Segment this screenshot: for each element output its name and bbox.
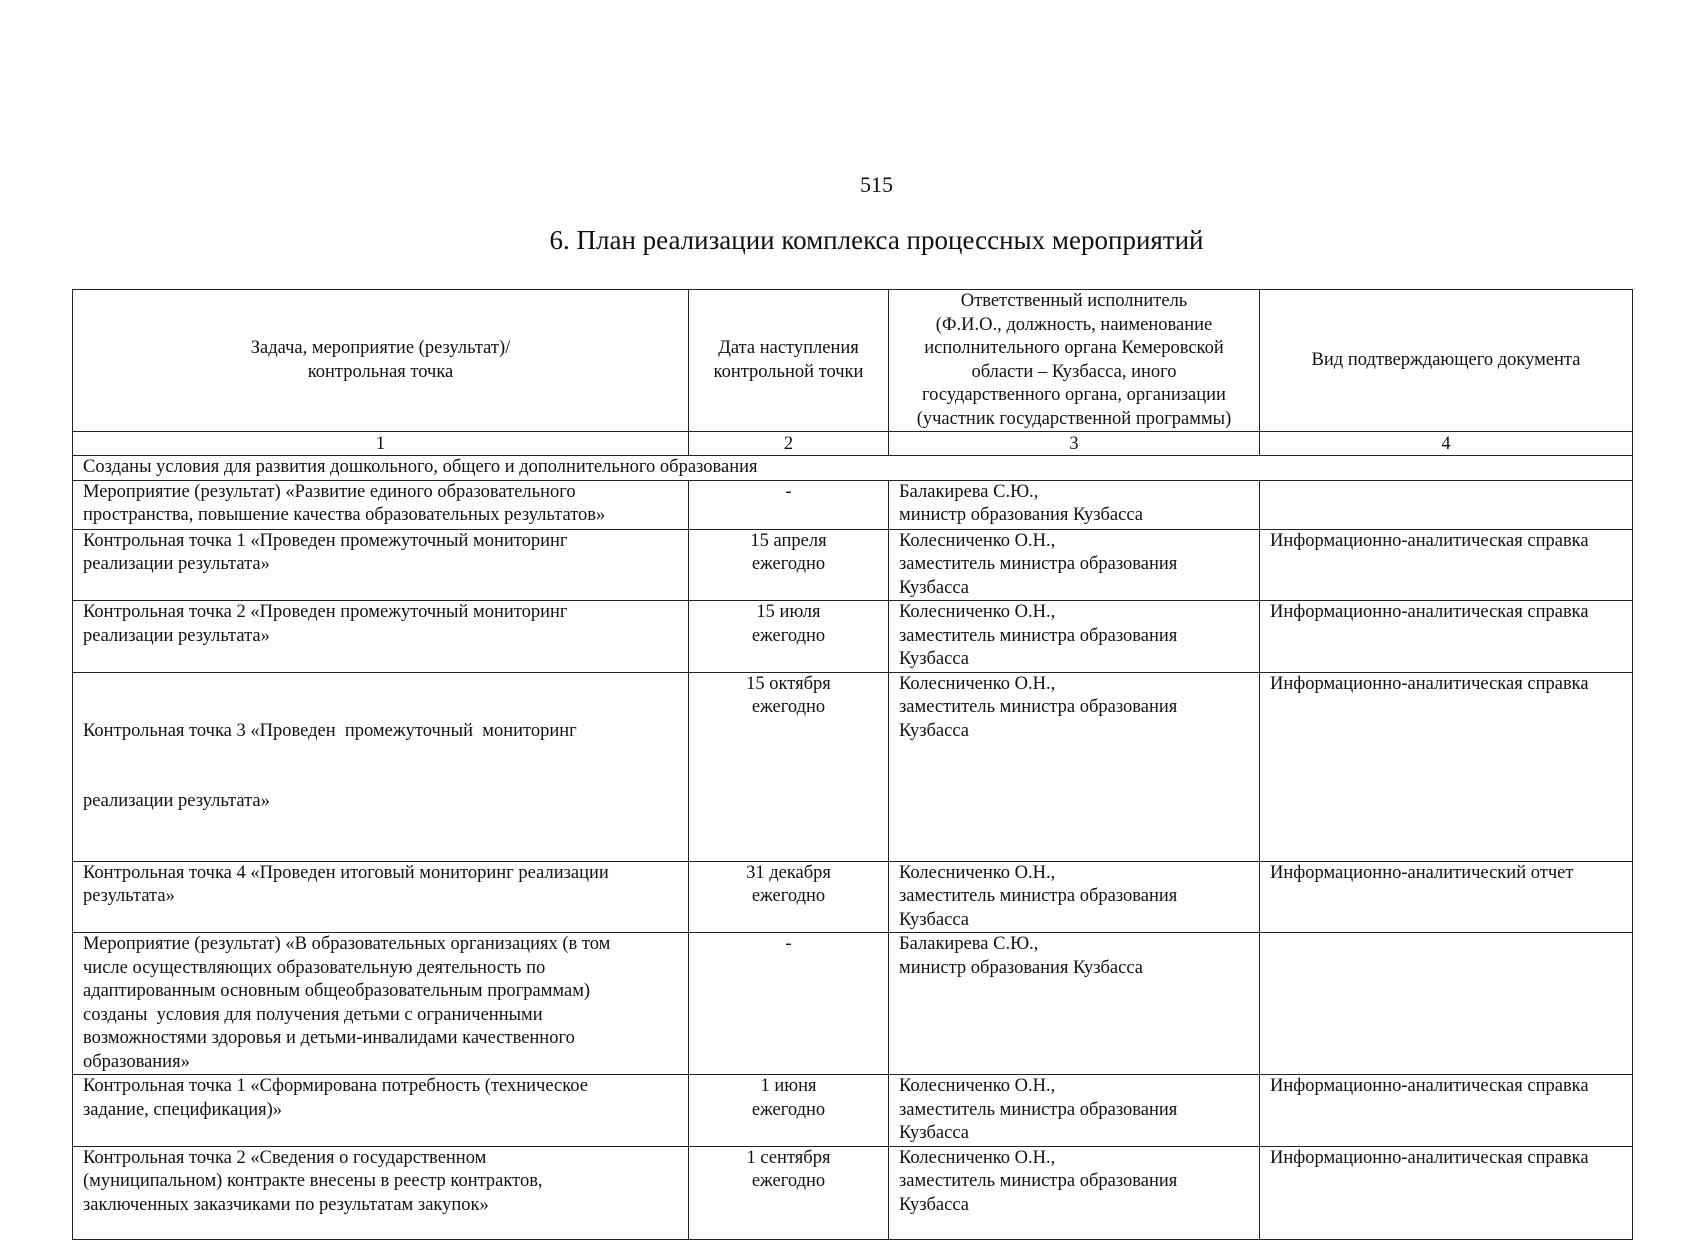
executor-line: Кузбасса	[899, 1194, 969, 1215]
task-line: (муниципальном) контракте внесены в реестр контрактов,	[83, 1171, 543, 1191]
column-number: 1	[73, 432, 689, 456]
header-executor-line: государственного органа, организации	[922, 385, 1226, 405]
date-line: 15 июля	[756, 602, 821, 622]
column-number: 4	[1260, 432, 1633, 456]
document-cell: Информационно-аналитическая справка	[1260, 1075, 1633, 1147]
section-row	[73, 456, 1633, 481]
executor-line: Колесниченко О.Н.,	[899, 862, 1056, 883]
page-title: 6. План реализации комплекса процессных мероприятий	[549, 225, 1204, 255]
executor-line: Колесниченко О.Н.,	[899, 673, 1056, 694]
task-line: возможностями здоровья и детьми-инвалидами качественного	[83, 1028, 575, 1048]
date-line: 1 июня	[760, 1076, 817, 1096]
column-number: 3	[889, 432, 1260, 456]
date-line: -	[785, 481, 792, 502]
executor-line: заместитель министра образования	[899, 697, 1178, 717]
date-line: ежегодно	[751, 886, 826, 906]
document-cell: Информационно-аналитическая справка	[1260, 1146, 1633, 1239]
task-cell	[73, 529, 689, 601]
date-cell	[689, 672, 889, 861]
task-cell	[73, 601, 689, 673]
document-cell: Информационно-аналитический отчет	[1260, 861, 1633, 933]
date-cell	[689, 601, 889, 673]
document-cell	[1260, 933, 1633, 1075]
task-line: Мероприятие (результат) «В образовательных организациях (в том	[83, 934, 611, 954]
task-line: числе осуществляющих образовательную деятельность по	[83, 957, 546, 978]
date-line: 1 сентября	[746, 1147, 831, 1168]
header-document	[1260, 290, 1633, 432]
executor-cell	[889, 1146, 1260, 1239]
task-cell	[73, 1146, 689, 1239]
table-row	[73, 480, 1633, 529]
task-line: пространства, повышение качества образовательных результатов»	[83, 505, 606, 525]
executor-line: министр образования Кузбасса	[899, 957, 1144, 978]
table-row	[73, 1075, 1633, 1147]
date-line: -	[785, 934, 792, 954]
header-document-line: Вид подтверждающего документа	[1311, 349, 1581, 370]
column-number-row	[73, 432, 1633, 456]
executor-line: заместитель министра образования	[899, 625, 1178, 646]
date-cell	[689, 529, 889, 601]
date-cell	[689, 861, 889, 933]
header-executor-line: исполнительного органа Кемеровской	[924, 338, 1224, 358]
executor-line: Балакирева С.Ю.,	[899, 481, 1039, 502]
executor-cell	[889, 861, 1260, 933]
task-line: реализации результата»	[83, 791, 270, 811]
table-row	[73, 529, 1633, 601]
executor-cell	[889, 601, 1260, 673]
task-line: задание, спецификация)»	[83, 1099, 283, 1120]
task-line: реализации результата»	[83, 554, 270, 574]
task-cell	[73, 861, 689, 933]
header-date	[689, 290, 889, 432]
column-number: 2	[689, 432, 889, 456]
date-line: ежегодно	[751, 1171, 826, 1191]
executor-line: министр образования Кузбасса	[899, 505, 1144, 525]
header-date-line: Дата наступления	[718, 338, 859, 358]
table-row	[73, 601, 1633, 673]
document-cell: Информационно-аналитическая справка	[1260, 672, 1633, 861]
task-line: заключенных заказчиками по результатам закупок»	[83, 1194, 489, 1215]
executor-cell	[889, 1075, 1260, 1147]
task-cell	[73, 1075, 689, 1147]
task-line: Контрольная точка 1 «Проведен промежуточный мониторинг	[83, 530, 568, 551]
executor-line: Кузбасса	[899, 909, 969, 930]
date-line: 15 октября	[746, 673, 831, 694]
task-line: Контрольная точка 2 «Проведен промежуточный мониторинг	[83, 602, 568, 622]
header-task-line: Задача, мероприятие (результат)/	[250, 338, 511, 358]
date-cell	[689, 480, 889, 529]
document-cell	[1260, 480, 1633, 529]
executor-line: заместитель министра образования	[899, 554, 1178, 574]
header-executor-line: (Ф.И.О., должность, наименование	[935, 314, 1213, 335]
executor-line: Балакирева С.Ю.,	[899, 934, 1039, 954]
executor-line: Кузбасса	[899, 577, 969, 598]
task-line: результата»	[83, 886, 175, 906]
task-line: Контрольная точка 4 «Проведен итоговый мониторинг реализации	[83, 862, 609, 883]
executor-line: Колесниченко О.Н.,	[899, 1076, 1056, 1096]
executor-line: заместитель министра образования	[899, 886, 1178, 906]
header-date-line: контрольной точки	[713, 361, 864, 382]
document-cell: Информационно-аналитическая справка	[1260, 601, 1633, 673]
date-line: ежегодно	[751, 697, 826, 717]
date-line: 15 апреля	[750, 530, 827, 551]
executor-line: заместитель министра образования	[899, 1099, 1178, 1120]
header-executor-line: (участник государственной программы)	[916, 408, 1232, 429]
executor-line: Колесниченко О.Н.,	[899, 602, 1056, 622]
header-task	[73, 290, 689, 432]
date-line: ежегодно	[751, 625, 826, 646]
task-cell	[73, 480, 689, 529]
executor-line: Кузбасса	[899, 1123, 969, 1143]
executor-line: Колесниченко О.Н.,	[899, 1147, 1056, 1168]
task-cell	[73, 672, 689, 861]
page-number: 515	[860, 172, 893, 197]
date-line: ежегодно	[751, 554, 826, 574]
header-task-line: контрольная точка	[307, 361, 454, 382]
executor-cell	[889, 672, 1260, 861]
task-line: образования»	[83, 1051, 190, 1072]
task-line: адаптированным основным общеобразовательным программам)	[83, 981, 591, 1001]
task-line: Контрольная точка 2 «Сведения о государственном	[83, 1147, 487, 1168]
executor-line: Кузбасса	[899, 649, 969, 669]
section-title: Созданы условия для развития дошкольного, общего и дополнительного образования	[73, 456, 1633, 481]
executor-line: Кузбасса	[899, 720, 969, 741]
date-cell	[689, 933, 889, 1075]
table-row	[73, 672, 1633, 861]
header-executor	[889, 290, 1260, 432]
date-line: ежегодно	[751, 1099, 826, 1120]
table-header-row	[73, 290, 1633, 432]
table-row	[73, 933, 1633, 1075]
executor-cell	[889, 529, 1260, 601]
date-cell	[689, 1075, 889, 1147]
task-line: Контрольная точка 3 «Проведен промежуточный мониторинг	[83, 720, 577, 741]
executor-line: заместитель министра образования	[899, 1171, 1178, 1191]
executor-cell	[889, 480, 1260, 529]
date-cell	[689, 1146, 889, 1239]
implementation-plan-table	[72, 289, 1633, 1240]
task-line: Контрольная точка 1 «Сформирована потребность (техническое	[83, 1076, 588, 1096]
document-cell: Информационно-аналитическая справка	[1260, 529, 1633, 601]
executor-cell	[889, 933, 1260, 1075]
executor-line: Колесниченко О.Н.,	[899, 530, 1056, 551]
task-line: созданы условия для получения детьми с ограниченными	[83, 1004, 543, 1025]
header-executor-line: Ответственный исполнитель	[960, 291, 1188, 311]
header-executor-line: области – Кузбасса, иного	[971, 361, 1177, 382]
task-cell	[73, 933, 689, 1075]
table-row	[73, 861, 1633, 933]
task-line: Мероприятие (результат) «Развитие единого образовательного	[83, 481, 576, 502]
task-line: реализации результата»	[83, 625, 270, 646]
date-line: 31 декабря	[746, 862, 831, 883]
table-row	[73, 1146, 1633, 1239]
